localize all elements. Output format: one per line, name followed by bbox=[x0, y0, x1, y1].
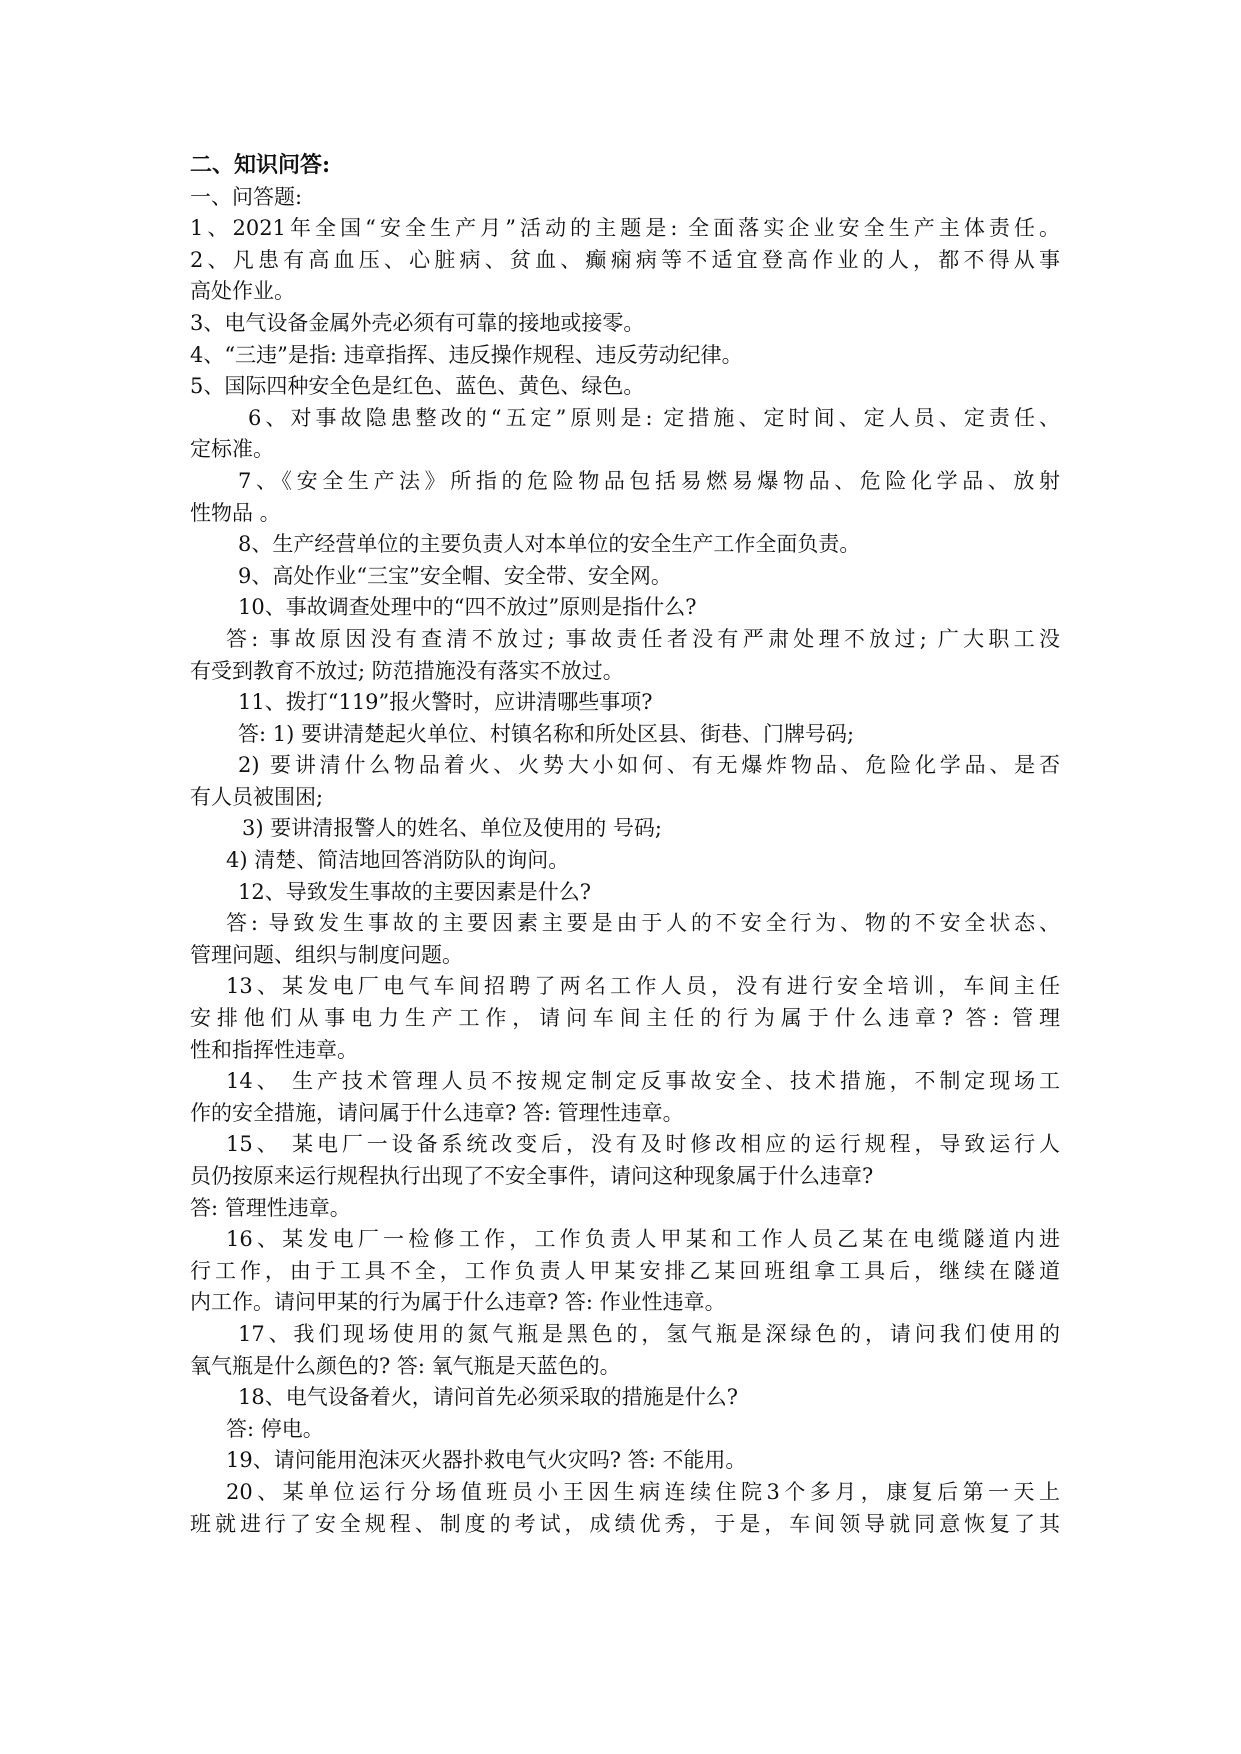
text-line: 性和指挥性违章。 bbox=[190, 1037, 358, 1062]
text-line: 有受到教育不放过; 防范措施没有落实不放过。 bbox=[190, 658, 624, 683]
text-line: 内工作。请问甲某的行为属于什么违章? 答: 作业性违章。 bbox=[190, 1290, 726, 1315]
text-line: 氧气瓶是什么颜色的? 答: 氧气瓶是天蓝色的。 bbox=[190, 1353, 621, 1378]
text-line: 6、对事故隐患整改的“五定”原则是: 定措施、定时间、定人员、定责任、 bbox=[248, 405, 1060, 430]
text-line: 9、高处作业“三宝”安全帽、安全带、安全网。 bbox=[238, 563, 672, 588]
text-line: 答: 导致发生事故的主要因素主要是由于人的不安全行为、物的不安全状态、 bbox=[226, 911, 1060, 936]
text-line: 安排他们从事电力生产工作，请问车间主任的行为属于什么违章? 答: 管理 bbox=[190, 1006, 1060, 1031]
text-line: 10、事故调查处理中的“四不放过”原则是指什么? bbox=[238, 595, 697, 620]
subsection-heading: 一、问答题: bbox=[190, 184, 303, 209]
text-line: 答: 管理性违章。 bbox=[190, 1195, 351, 1220]
text-line: 作的安全措施，请问属于什么违章? 答: 管理性违章。 bbox=[190, 1100, 684, 1125]
text-line: 2) 要讲清什么物品着火、火势大小如何、有无爆炸物品、危险化学品、是否 bbox=[238, 753, 1060, 778]
section-heading: 二、知识问答: bbox=[190, 152, 331, 178]
text-line: 11、拨打“119”报火警时，应讲清哪些事项? bbox=[238, 690, 653, 715]
text-line: 班就进行了安全规程、制度的考试，成绩优秀，于是，车间领导就同意恢复了其 bbox=[190, 1511, 1060, 1536]
text-line: 5、国际四种安全色是红色、蓝色、黄色、绿色。 bbox=[190, 374, 645, 399]
text-line: 4) 清楚、简洁地回答消防队的询问。 bbox=[226, 848, 570, 873]
text-line: 答: 1) 要讲清楚起火单位、村镇名称和所处区县、街巷、门牌号码; bbox=[238, 721, 855, 746]
text-line: 答: 事故原因没有查清不放过; 事故责任者没有严肃处理不放过; 广大职工没 bbox=[226, 626, 1060, 651]
text-line: 7、《安全生产法》所指的危险物品包括易燃易爆物品、危险化学品、放射 bbox=[238, 468, 1060, 493]
text-line: 有人员被围困; bbox=[190, 784, 324, 809]
text-line: 17、我们现场使用的氮气瓶是黑色的，氢气瓶是深绿色的，请问我们使用的 bbox=[238, 1321, 1060, 1346]
text-line: 19、请问能用泡沫灭火器扑救电气火灾吗? 答: 不能用。 bbox=[226, 1448, 747, 1473]
text-line: 2、凡患有高血压、心脏病、贫血、癫痫病等不适宜登高作业的人，都不得从事 bbox=[190, 247, 1060, 272]
text-line: 答: 停电。 bbox=[226, 1416, 324, 1441]
text-line: 高处作业。 bbox=[190, 279, 295, 304]
document-page bbox=[190, 150, 1060, 1540]
text-line: 管理问题、组织与制度问题。 bbox=[190, 942, 463, 967]
text-line: 1、2021年全国“安全生产月”活动的主题是: 全面落实企业安全生产主体责任。 bbox=[190, 216, 1060, 241]
text-line: 16、某发电厂一检修工作，工作负责人甲某和工作人员乙某在电缆隧道内进 bbox=[226, 1227, 1060, 1252]
text-line: 3) 要讲清报警人的姓名、单位及使用的 号码; bbox=[242, 816, 662, 841]
text-line: 20、某单位运行分场值班员小王因生病连续住院3个多月，康复后第一天上 bbox=[226, 1479, 1060, 1504]
text-line: 4、“三违”是指: 违章指挥、违反操作规程、违反劳动纪律。 bbox=[190, 342, 743, 367]
text-line: 员仍按原来运行规程执行出现了不安全事件，请问这种现象属于什么违章? bbox=[190, 1164, 874, 1188]
text-line: 定标准。 bbox=[190, 437, 274, 462]
text-line: 性物品 。 bbox=[190, 500, 281, 525]
text-line: 行工作，由于工具不全，工作负责人甲某安排乙某回班组拿工具后，继续在隧道 bbox=[190, 1258, 1060, 1283]
text-line: 12、导致发生事故的主要因素是什么? bbox=[238, 879, 591, 904]
text-line: 8、生产经营单位的主要负责人对本单位的安全生产工作全面负责。 bbox=[238, 532, 861, 557]
text-line: 18、电气设备着火，请问首先必须采取的措施是什么? bbox=[238, 1385, 738, 1410]
text-line: 15、 某电厂一设备系统改变后，没有及时修改相应的运行规程，导致运行人 bbox=[226, 1132, 1060, 1157]
text-line: 13、某发电厂电气车间招聘了两名工作人员，没有进行安全培训，车间主任 bbox=[226, 974, 1060, 999]
text-line: 14、 生产技术管理人员不按规定制定反事故安全、技术措施，不制定现场工 bbox=[226, 1069, 1060, 1094]
text-line: 3、电气设备金属外壳必须有可靠的接地或接零。 bbox=[190, 310, 645, 335]
